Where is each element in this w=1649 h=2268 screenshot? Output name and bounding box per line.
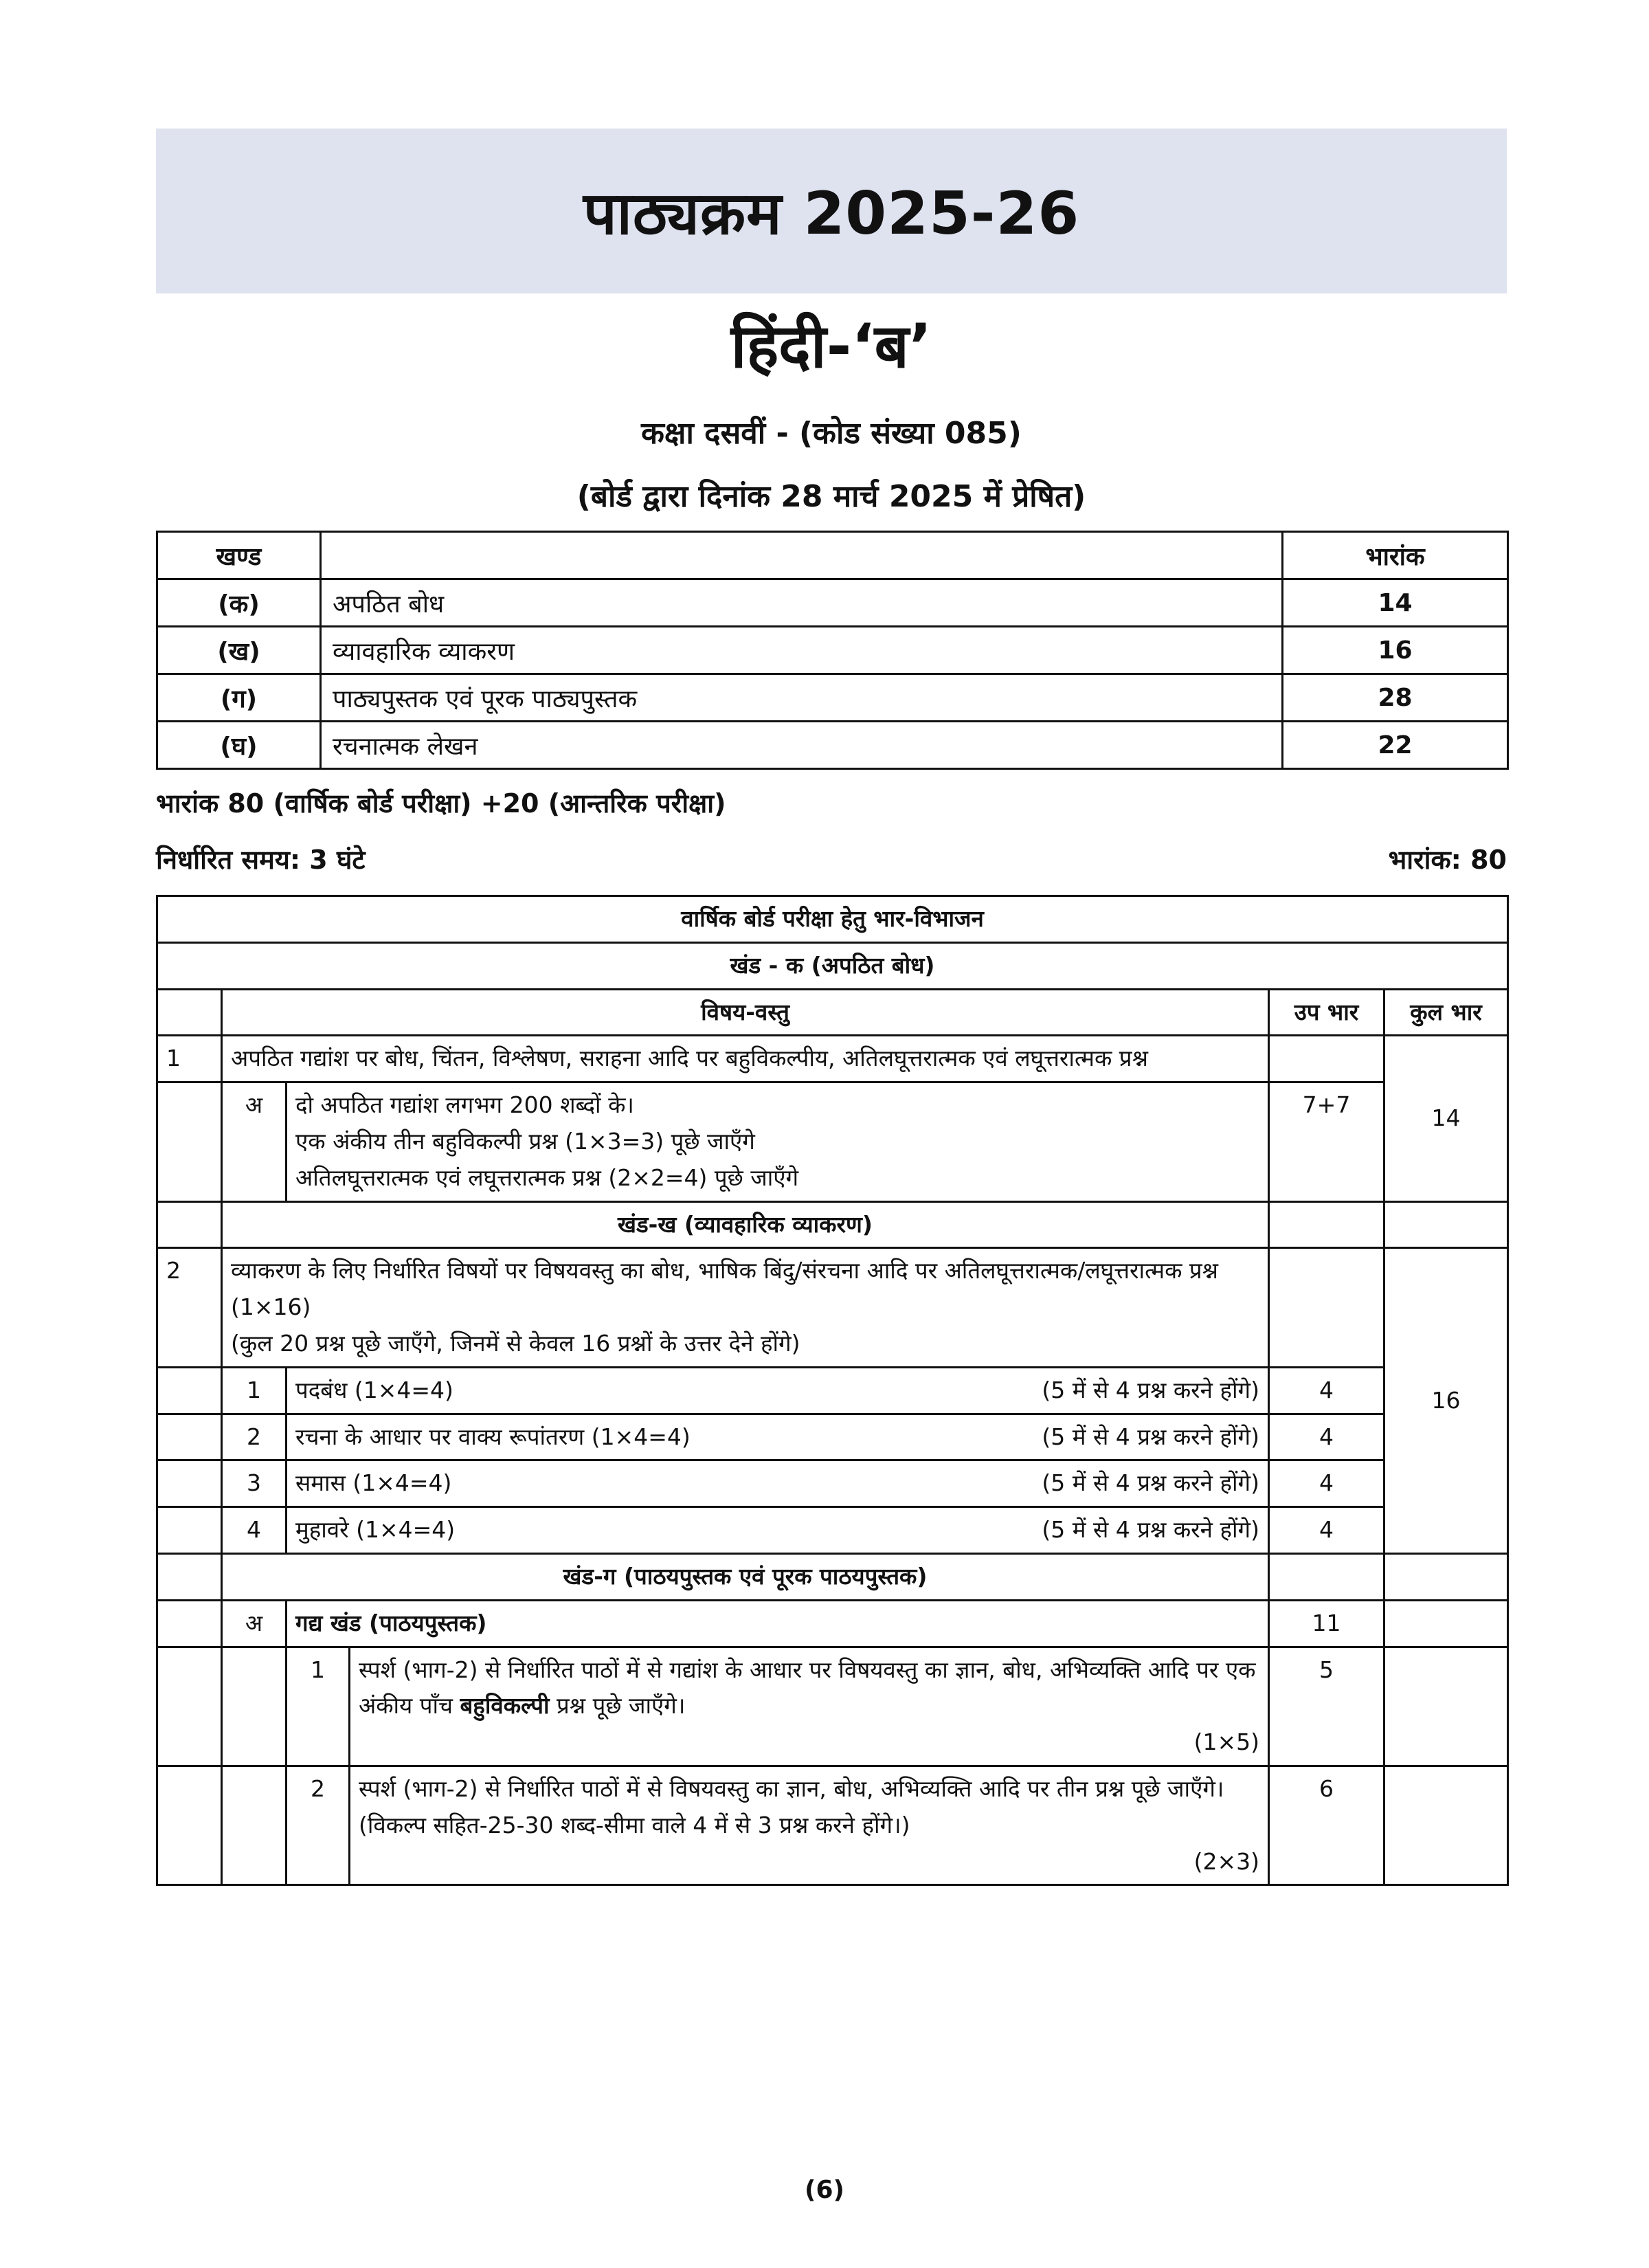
item-content [287, 1460, 1269, 1507]
table-row [157, 1082, 1508, 1201]
sub-label: अ [222, 1600, 287, 1647]
empty-cell [1384, 1647, 1508, 1766]
sub-label: अ [222, 1082, 287, 1201]
sub-title: गद्य खंड (पाठयपुस्तक) [287, 1600, 1269, 1647]
question-number: 2 [157, 1248, 222, 1367]
weightage-table [156, 895, 1509, 1886]
item-content [350, 1766, 1269, 1885]
table-row [157, 1248, 1508, 1367]
item-note: (5 में से 4 प्रश्न करने होंगे) [1042, 1423, 1259, 1450]
table-row [157, 1647, 1508, 1766]
section-b-title: खंड-ख (व्यावहारिक व्याकरण) [222, 1201, 1269, 1248]
empty-cell [157, 989, 222, 1036]
table-row [157, 627, 1508, 674]
item-note: (5 में से 4 प्रश्न करने होंगे) [1042, 1516, 1259, 1544]
section-cell: (ख) [157, 627, 321, 674]
section-title-row [157, 942, 1508, 989]
summary-header-row [157, 532, 1508, 579]
item-content [287, 1414, 1269, 1460]
item-topic: मुहावरे (1×4=4) [295, 1516, 456, 1544]
empty-cell [157, 1414, 222, 1460]
table-row [157, 1766, 1508, 1885]
section-c-title: खंड-ग (पाठयपुस्तक एवं पूरक पाठयपुस्तक) [222, 1553, 1269, 1600]
question-text [222, 1248, 1269, 1367]
sub-line: एक अंकीय तीन बहुविकल्पी प्रश्न (1×3=3) पूछे जाएँगे [295, 1127, 755, 1155]
item-text: स्पर्श (भाग-2) से निर्धारित पाठों में से विषयवस्तु का ज्ञान, बोध, अभिव्यक्ति आदि पर तीन प्रश्न पूछे जाएँगे। (विकल्प सहित-25-30 शब्द-सीमा वाले 4 में से 3 प्रश्न करने होंगे।) [359, 1775, 1224, 1838]
marks-cell: 22 [1283, 722, 1508, 769]
subject-title: हिंदी-‘ब’ [730, 311, 932, 381]
item-marks: 4 [1269, 1367, 1384, 1414]
section-title-row [157, 1201, 1508, 1248]
summary-table [156, 531, 1509, 770]
item-number: 2 [287, 1766, 350, 1885]
header-marks: भारांक [1283, 532, 1508, 579]
question-number: 1 [157, 1036, 222, 1082]
table-row [157, 579, 1508, 627]
item-number: 1 [222, 1367, 287, 1414]
topic-cell: पाठ्यपुस्तक एवं पूरक पाठ्यपुस्तक [321, 674, 1283, 722]
column-header-row [157, 989, 1508, 1036]
item-note: (5 में से 4 प्रश्न करने होंगे) [1042, 1376, 1259, 1403]
item-content [350, 1647, 1269, 1766]
empty-cell [222, 1647, 287, 1766]
empty-cell [157, 1600, 222, 1647]
marks-cell: 16 [1283, 627, 1508, 674]
item-content [287, 1367, 1269, 1414]
empty-cell [157, 1460, 222, 1507]
sub-marks: 7+7 [1269, 1082, 1384, 1201]
empty-cell [157, 1766, 222, 1885]
empty-cell [1384, 1766, 1508, 1885]
section-a-title: खंड - क (अपठित बोध) [157, 942, 1508, 989]
marks-cell: 14 [1283, 579, 1508, 627]
item-formula: (1×5) [1193, 1728, 1259, 1756]
table-row [157, 1036, 1508, 1082]
item-number: 4 [222, 1507, 287, 1554]
col-sub-header: उप भार [1269, 989, 1384, 1036]
empty-cell [1384, 1600, 1508, 1647]
item-content [287, 1507, 1269, 1554]
item-topic: रचना के आधार पर वाक्य रूपांतरण (1×4=4) [295, 1423, 691, 1450]
empty-cell [1269, 1036, 1384, 1082]
sub-line: अतिलघूत्तरात्मक एवं लघूत्तरात्मक प्रश्न (2×2=4) पूछे जाएँगे [295, 1164, 799, 1191]
empty-cell [1384, 1201, 1508, 1248]
empty-cell [157, 1082, 222, 1201]
item-note: (5 में से 4 प्रश्न करने होंगे) [1042, 1469, 1259, 1497]
item-text-part: प्रश्न पूछे जाएँगे। [549, 1692, 686, 1720]
table-row [157, 1460, 1508, 1507]
item-text-bold: बहुविकल्पी [460, 1692, 550, 1720]
col-content-header: विषय-वस्तु [222, 989, 1269, 1036]
col-total-header: कुल भार [1384, 989, 1508, 1036]
question-line: व्याकरण के लिए निर्धारित विषयों पर विषयवस्तु का बोध, भाषिक बिंदु/संरचना आदि पर अतिलघूत्तरात्मक/लघूत्तरात्मक प्रश्न (1×16) [231, 1257, 1219, 1321]
empty-cell [222, 1766, 287, 1885]
empty-cell [157, 1507, 222, 1554]
sub-line: दो अपठित गद्यांश लगभग 200 शब्दों के। [295, 1091, 634, 1119]
marks-cell: 28 [1283, 674, 1508, 722]
topic-cell: रचनात्मक लेखन [321, 722, 1283, 769]
section-title-row [157, 1553, 1508, 1600]
empty-cell [157, 1367, 222, 1414]
sub-marks: 11 [1269, 1600, 1384, 1647]
section-cell: (ग) [157, 674, 321, 722]
table-caption: वार्षिक बोर्ड परीक्षा हेतु भार-विभाजन [157, 896, 1508, 943]
question-text: अपठित गद्यांश पर बोध, चिंतन, विश्लेषण, सराहना आदि पर बहुविकल्पीय, अतिलघूत्तरात्मक एवं लघूत्तरात्मक प्रश्न [222, 1036, 1269, 1082]
sub-content [287, 1082, 1269, 1201]
item-formula: (2×3) [1193, 1847, 1259, 1875]
empty-cell [157, 1647, 222, 1766]
item-number: 1 [287, 1647, 350, 1766]
item-marks: 4 [1269, 1507, 1384, 1554]
section-cell: (क) [157, 579, 321, 627]
item-number: 2 [222, 1414, 287, 1460]
table-row [157, 674, 1508, 722]
title-band [156, 129, 1507, 293]
item-text [359, 1652, 1259, 1725]
header-topic [321, 532, 1283, 579]
item-marks: 4 [1269, 1414, 1384, 1460]
board-date-line: (बोर्ड द्वारा दिनांक 28 मार्च 2025 में प्रेषित) [576, 479, 1086, 514]
empty-cell [157, 1553, 222, 1600]
page-number: (6) [805, 2176, 844, 2204]
question-line: (कुल 20 प्रश्न पूछे जाएँगे, जिनमें से केवल 16 प्रश्नों के उत्तर देने होंगे) [231, 1329, 800, 1357]
total-marks-line: भारांक 80 (वार्षिक बोर्ड परीक्षा) +20 (आन्तरिक परीक्षा) [156, 788, 726, 819]
empty-cell [1269, 1553, 1384, 1600]
total-marks: 16 [1384, 1248, 1508, 1554]
time-allowed: निर्धारित समय: 3 घंटे [156, 845, 366, 875]
max-marks: भारांक: 80 [1388, 845, 1507, 875]
item-topic: पदबंध (1×4=4) [295, 1376, 453, 1403]
item-marks: 4 [1269, 1460, 1384, 1507]
section-cell: (घ) [157, 722, 321, 769]
table-row [157, 722, 1508, 769]
empty-cell [1269, 1248, 1384, 1367]
page-title: पाठ्यक्रम 2025-26 [583, 179, 1080, 248]
table-row [157, 1600, 1508, 1647]
class-code-line: कक्षा दसवीं - (कोड संख्या 085) [641, 416, 1022, 451]
empty-cell [1384, 1553, 1508, 1600]
header-section: खण्ड [157, 532, 321, 579]
table-row [157, 1367, 1508, 1414]
topic-cell: व्यावहारिक व्याकरण [321, 627, 1283, 674]
total-marks: 14 [1384, 1036, 1508, 1201]
item-topic: समास (1×4=4) [295, 1469, 452, 1497]
item-text-part: स्पर्श (भाग-2) से निर्धारित पाठों में से गद्यांश के आधार पर विषयवस्तु का ज्ञान, बोध, अभिव्यक्ति आदि पर एक अंकीय पाँच [359, 1656, 1256, 1720]
empty-cell [1269, 1201, 1384, 1248]
item-marks: 6 [1269, 1766, 1384, 1885]
topic-cell: अपठित बोध [321, 579, 1283, 627]
item-number: 3 [222, 1460, 287, 1507]
table-row [157, 1414, 1508, 1460]
empty-cell [157, 1201, 222, 1248]
item-marks: 5 [1269, 1647, 1384, 1766]
table-row [157, 1507, 1508, 1554]
caption-row [157, 896, 1508, 943]
